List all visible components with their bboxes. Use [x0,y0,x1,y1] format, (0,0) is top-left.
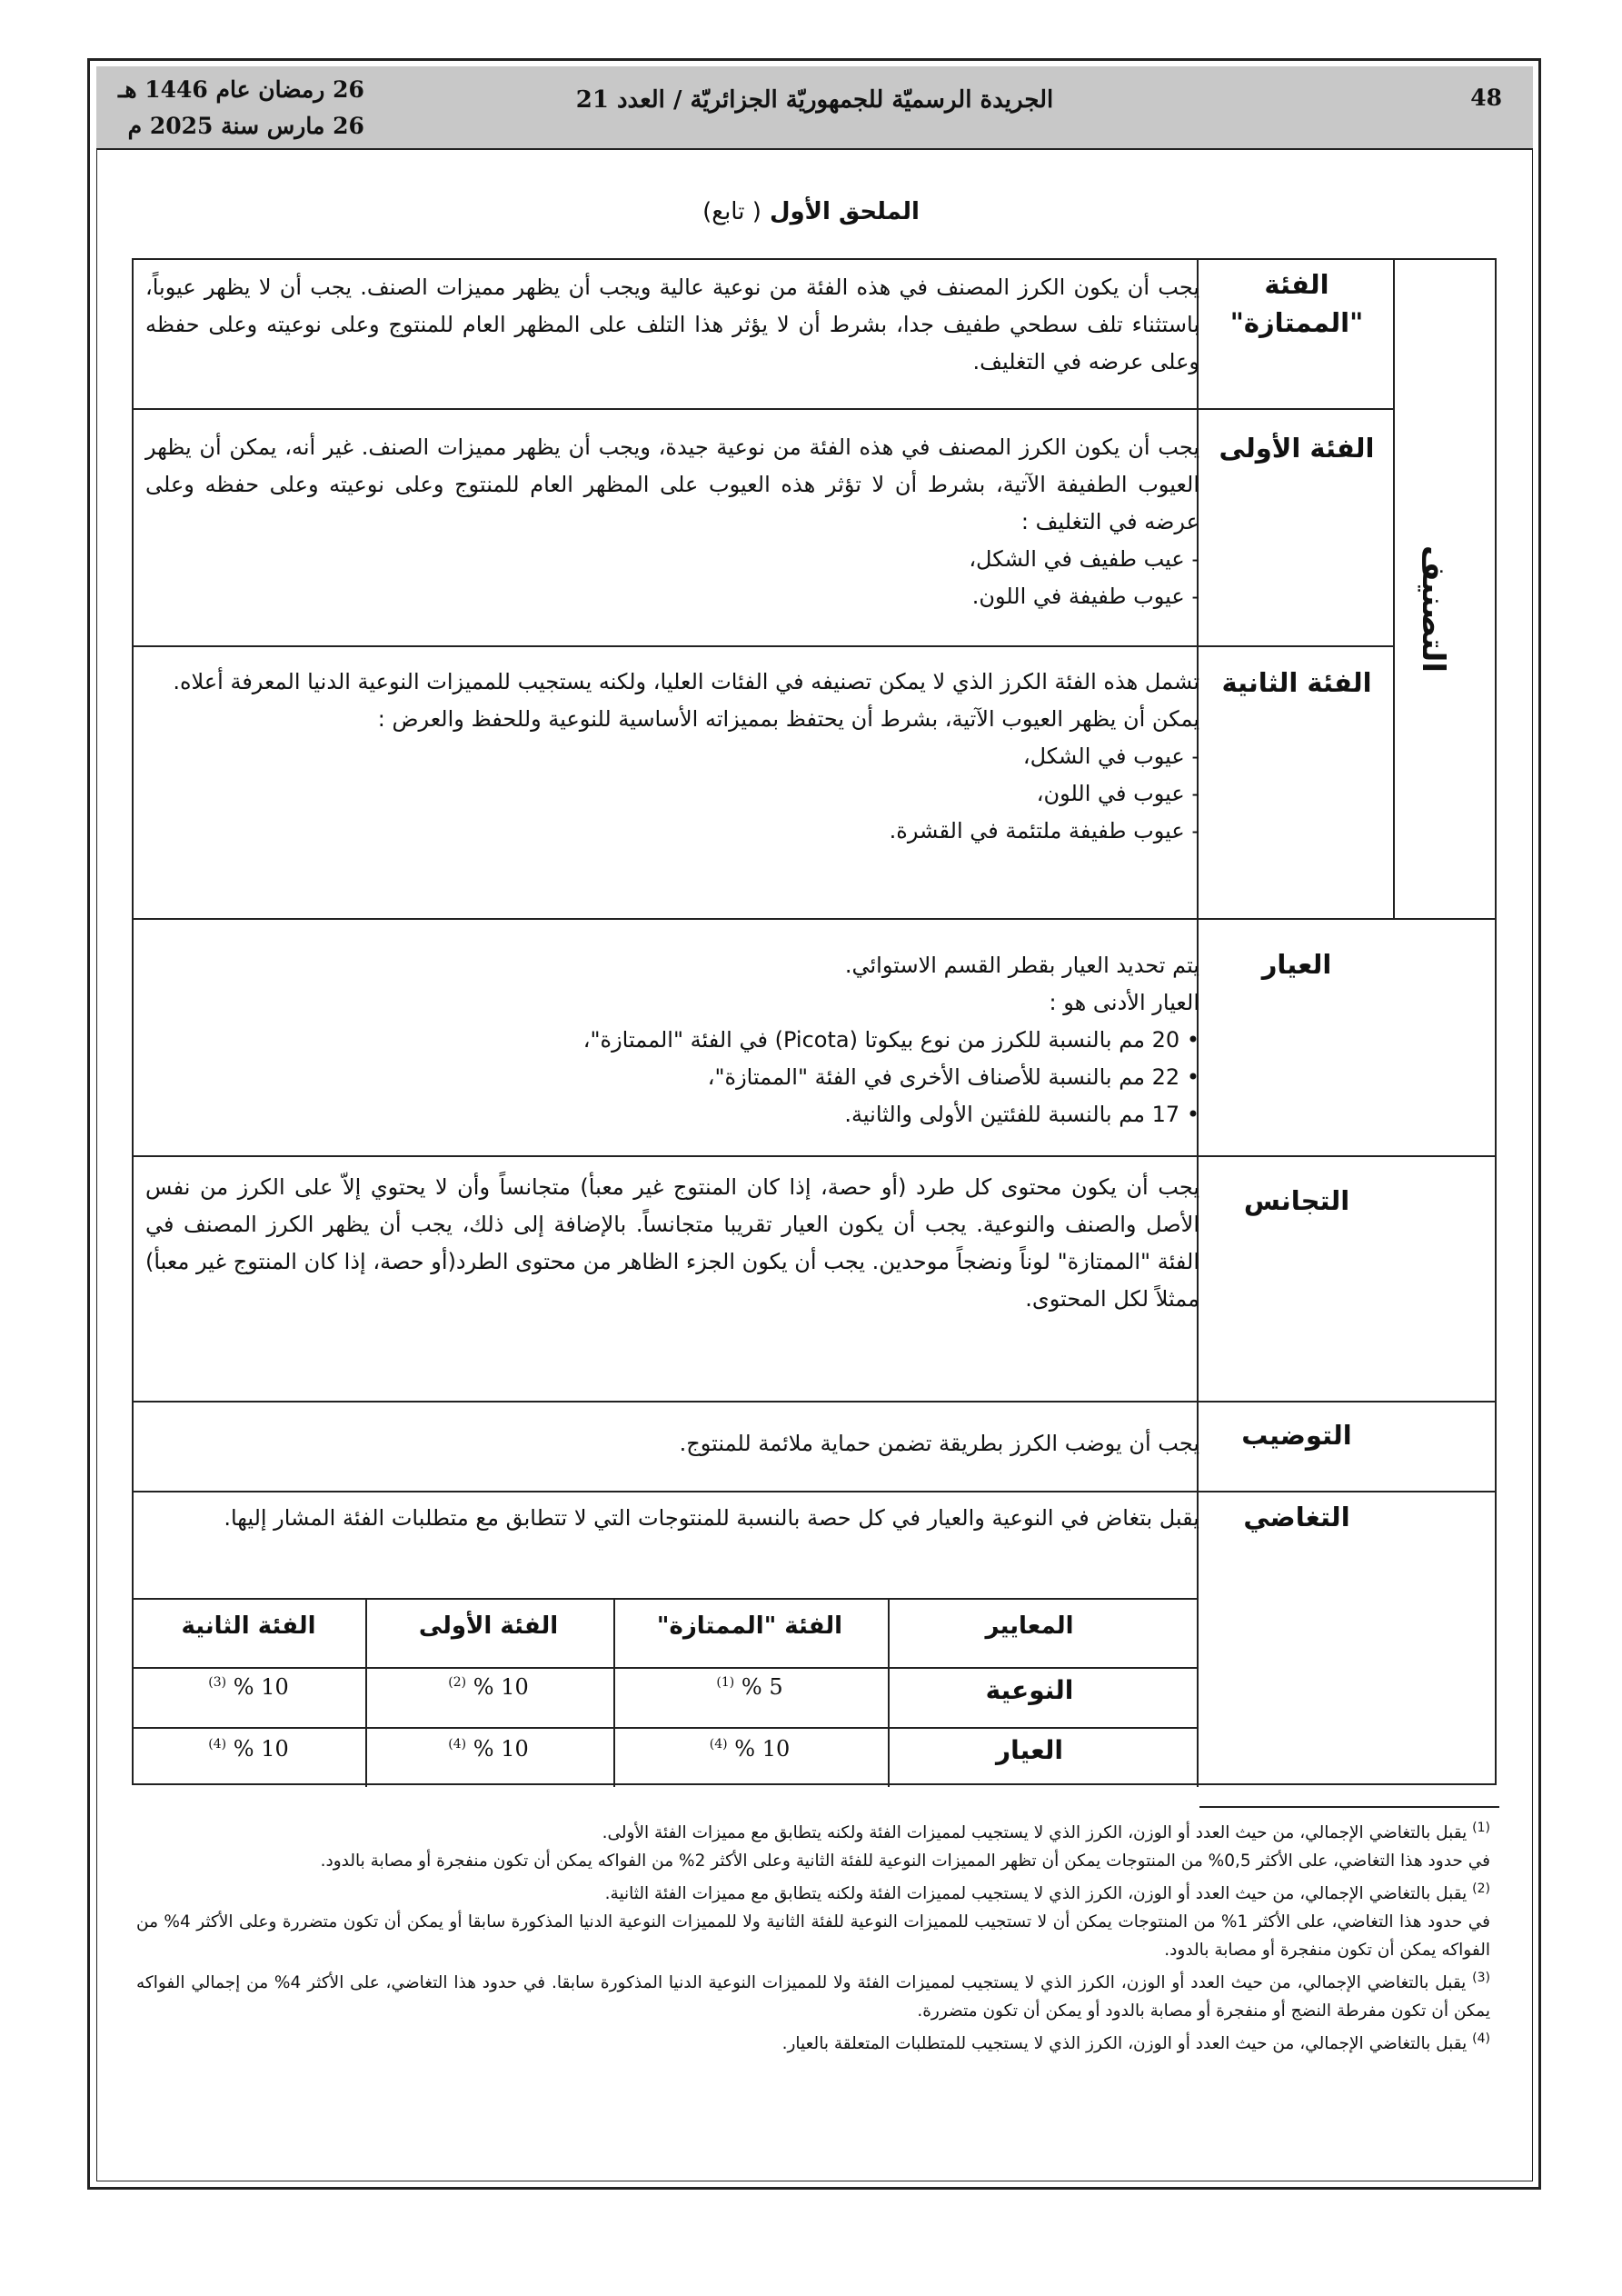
footnote-ref: (4) [709,1737,728,1752]
classification-vertical-label [1397,518,1469,700]
category-second-text [145,664,1199,850]
caliber-paragraph-1: يتم تحديد العيار بقطر القسم الاستوائي. [844,953,1199,978]
footnote-mark: (2) [1472,1882,1490,1897]
tolerance-header-first: الفئة الأولى [418,1612,559,1640]
footnote-ref: (4) [448,1737,467,1752]
row-line [134,408,1393,410]
tolerance-grid-line [134,1727,1197,1729]
tolerance-cell [133,1736,364,1762]
tolerance-value: 10 % [233,1736,289,1762]
tolerance-header-criteria: المعايير [985,1612,1074,1640]
list-item: - عيوب طفيفة في اللون. [145,578,1199,615]
footnote-text: يقبل بالتغاضي الإجمالي، من حيث العدد أو الوزن، الكرز الذي لا يستجيب لمميزات الفئة ولكنه يتطابق مع مميزات الفئة الثانية. [604,1884,1468,1904]
footnote-ref: (4) [208,1737,227,1752]
tolerance-cell [364,1674,612,1700]
issue-date [118,72,364,145]
list-item: - عيوب في اللون، [145,775,1199,813]
row-line [134,1155,1497,1157]
tolerance-text [145,1500,1199,1537]
homogeneity-paragraph: يجب أن يكون محتوى كل طرد (أو حصة، إذا كان المنتوج غير معبأ) متجانساً وأن لا يحتوي إلاّ على الكرز من نفس الأصل والصنف والنوعية. يجب أن يكون العيار تقريبا متجانساً. بالإضافة إلى ذلك، يجب أن يظهر الكرز المصنف في الفئة "الممتازة" لوناً ونضجاً موحدين. يجب أن يكون الجزء الظاهر من محتوى الطرد(أو حصة، إذا كان المنتوج غير معبأ) ممثلاً لكل المحتوى. [145,1174,1199,1312]
category-extra-text [145,269,1199,381]
classification-label: التصنيف [1415,544,1451,674]
category-extra-label: الفئة "الممتازة" [1229,269,1364,338]
footnote-separator [1199,1806,1499,1808]
homogeneity-text [145,1169,1199,1318]
date-gregorian: 26 مارس سنة 2025 م [127,113,364,139]
category-extra-paragraph: يجب أن يكون الكرز المصنف في هذه الفئة من نوعية عالية ويجب أن يظهر مميزات الصنف. يجب أن لا يظهر عيوباً، باستثناء تلف سطحي طفيف جدا، بشرط أن لا يؤثر هذا التلف على المظهر العام للمنتوج وعلى نوعيته وعلى حفظه وعلى عرضه في التغليف. [145,275,1199,374]
list-item: • 20 مم بالنسبة للكرز من نوع بيكوتا (Picota) في الفئة "الممتازة"، [145,1022,1199,1059]
caliber-paragraph-2: العيار الأدنى هو : [1049,990,1199,1015]
packaging-label: التوضيب [1241,1420,1352,1451]
footnote [136,1964,1490,2025]
footnote-text: يقبل بالتغاضي الإجمالي، من حيث العدد أو الوزن، الكرز الذي لا يستجيب لمميزات الفئة ولكنه يتطابق مع مميزات الفئة الأولى. [602,1823,1468,1843]
footnote-mark: (4) [1472,2031,1490,2047]
footnote-ref: (1) [716,1675,735,1690]
tolerance-cell [364,1736,612,1762]
footnote-ref: (2) [448,1675,467,1690]
row-line [134,1491,1497,1492]
footnote-text: في حدود هذا التغاضي، على الأكثر 1% من المنتوجات يمكن أن لا تستجيب للمميزات النوعية للفئة الثانية ولا للمميزات النوعية الدنيا المذكورة سابقا أو يمكن أن تكون متضررة وعلى الأكثر 4% من الفواكه يمكن أن تكون منفجرة أو مصابة بالدود. [136,1912,1491,1961]
footnote-ref: (3) [208,1675,227,1690]
category-first-label: الفئة الأولى [1219,433,1375,464]
tolerance-value: 5 % [741,1674,783,1700]
footnote-text: في حدود هذا التغاضي، على الأكثر 0,5% من المنتوجات يمكن أن تظهر المميزات النوعية للفئة الثانية وعلى الأكثر 2% من الفواكه يمكن أن تكون منفجرة أو مصابة بالدود. [320,1852,1490,1872]
category-second-paragraph-1: تشمل هذه الفئة الكرز الذي لا يمكن تصنيفه في الفئات العليا، ولكنه يستجيب للمميزات النوعية الدنيا المعرفة أعلاه. [173,669,1199,694]
footnote [136,1875,1490,1908]
footnotes [136,1814,1490,2059]
packaging-text [145,1425,1199,1462]
tolerance-value: 10 % [473,1674,529,1700]
category-first-text [145,429,1199,615]
footnote-text: يقبل بالتغاضي الإجمالي، من حيث العدد أو الوزن، الكرز الذي لا يستجيب للمتطلبات المتعلقة بالعيار. [781,2034,1468,2054]
tolerance-grid-line [134,1598,1197,1600]
category-first-paragraph: يجب أن يكون الكرز المصنف في هذه الفئة من نوعية جيدة، ويجب أن يظهر مميزات الصنف. غير أنه، يمكن أن يظهر العيوب الطفيفة الآتية، بشرط أن لا تؤثر هذه العيوب على المظهر العام للمنتوج وعلى نوعيته وعلى حفظه وعلى عرضه في التغليف : [145,434,1199,534]
tolerance-grid-line [134,1667,1197,1669]
tolerance-paragraph: يقبل بتغاض في النوعية والعيار في كل حصة بالنسبة للمنتوجات التي لا تتطابق مع متطلبات الفئة المشار إليها. [224,1505,1199,1531]
footnote-mark: (3) [1472,1971,1490,1986]
homogeneity-label: التجانس [1243,1185,1350,1216]
table-divider-classification [1393,260,1395,918]
footnote [136,1847,1490,1875]
tolerance-cell [612,1736,887,1762]
footnote-mark: (1) [1472,1821,1490,1835]
list-item: • 22 مم بالنسبة للأصناف الأخرى في الفئة "الممتازة"، [145,1059,1199,1096]
tolerance-value: 10 % [233,1674,289,1700]
caliber-label: العيار [1261,949,1332,980]
tolerance-row-quality-label: النوعية [985,1675,1074,1705]
annex-title-text: الملحق الأول [769,198,920,225]
list-item: - عيوب في الشكل، [145,738,1199,775]
packaging-paragraph: يجب أن يوضب الكرز بطريقة تضمن حماية ملائمة للمنتوج. [679,1431,1199,1456]
tolerance-header-second: الفئة الثانية [181,1612,316,1640]
footnote [136,1814,1490,1847]
tolerance-cell [133,1674,364,1700]
page-number: 48 [1470,85,1502,111]
annex-title-note: ( تابع) [702,198,761,225]
footnote-text: يقبل بالتغاضي الإجمالي، من حيث العدد أو الوزن، الكرز الذي لا يستجيب لمميزات الفئة ولا للمميزات النوعية الدنيا المذكورة سابقا. في حدود هذا التغاضي، على الأكثر 4% من إجمالي الفواكه يمكن أن تكون مفرطة النضج أو منفجرة أو مصابة بالدود أو يمكن أن تكون متضررة. [136,1973,1490,2021]
list-item: - عيب طفيف في الشكل، [145,541,1199,578]
date-hijri: 26 رمضان عام 1446 هـ [118,76,364,103]
gazette-title: الجريدة الرسميّة للجمهوريّة الجزائريّة / العدد 21 [575,86,1054,114]
list-item: • 17 مم بالنسبة للفئتين الأولى والثانية. [145,1096,1199,1133]
tolerance-header-extra: الفئة "الممتازة" [656,1612,843,1640]
tolerance-value: 10 % [734,1736,791,1762]
tolerance-value: 10 % [473,1736,529,1762]
footnote [136,1908,1490,1964]
row-line [134,645,1393,647]
row-line [134,1401,1497,1403]
tolerance-label: التغاضي [1243,1502,1350,1532]
footnote [136,2025,1490,2058]
tolerance-row-caliber-label: العيار [996,1735,1063,1765]
caliber-text [145,947,1199,1133]
page-header [96,66,1533,150]
annex-title [0,198,1622,225]
tolerance-cell [612,1674,887,1700]
category-second-label: الفئة الثانية [1221,667,1372,698]
category-second-paragraph-2: يمكن أن يظهر العيوب الآتية، بشرط أن يحتفظ بمميزاته الأساسية للنوعية وللحفظ والعرض : [377,706,1199,732]
list-item: - عيوب طفيفة ملتئمة في القشرة. [145,813,1199,850]
row-line [134,918,1497,920]
